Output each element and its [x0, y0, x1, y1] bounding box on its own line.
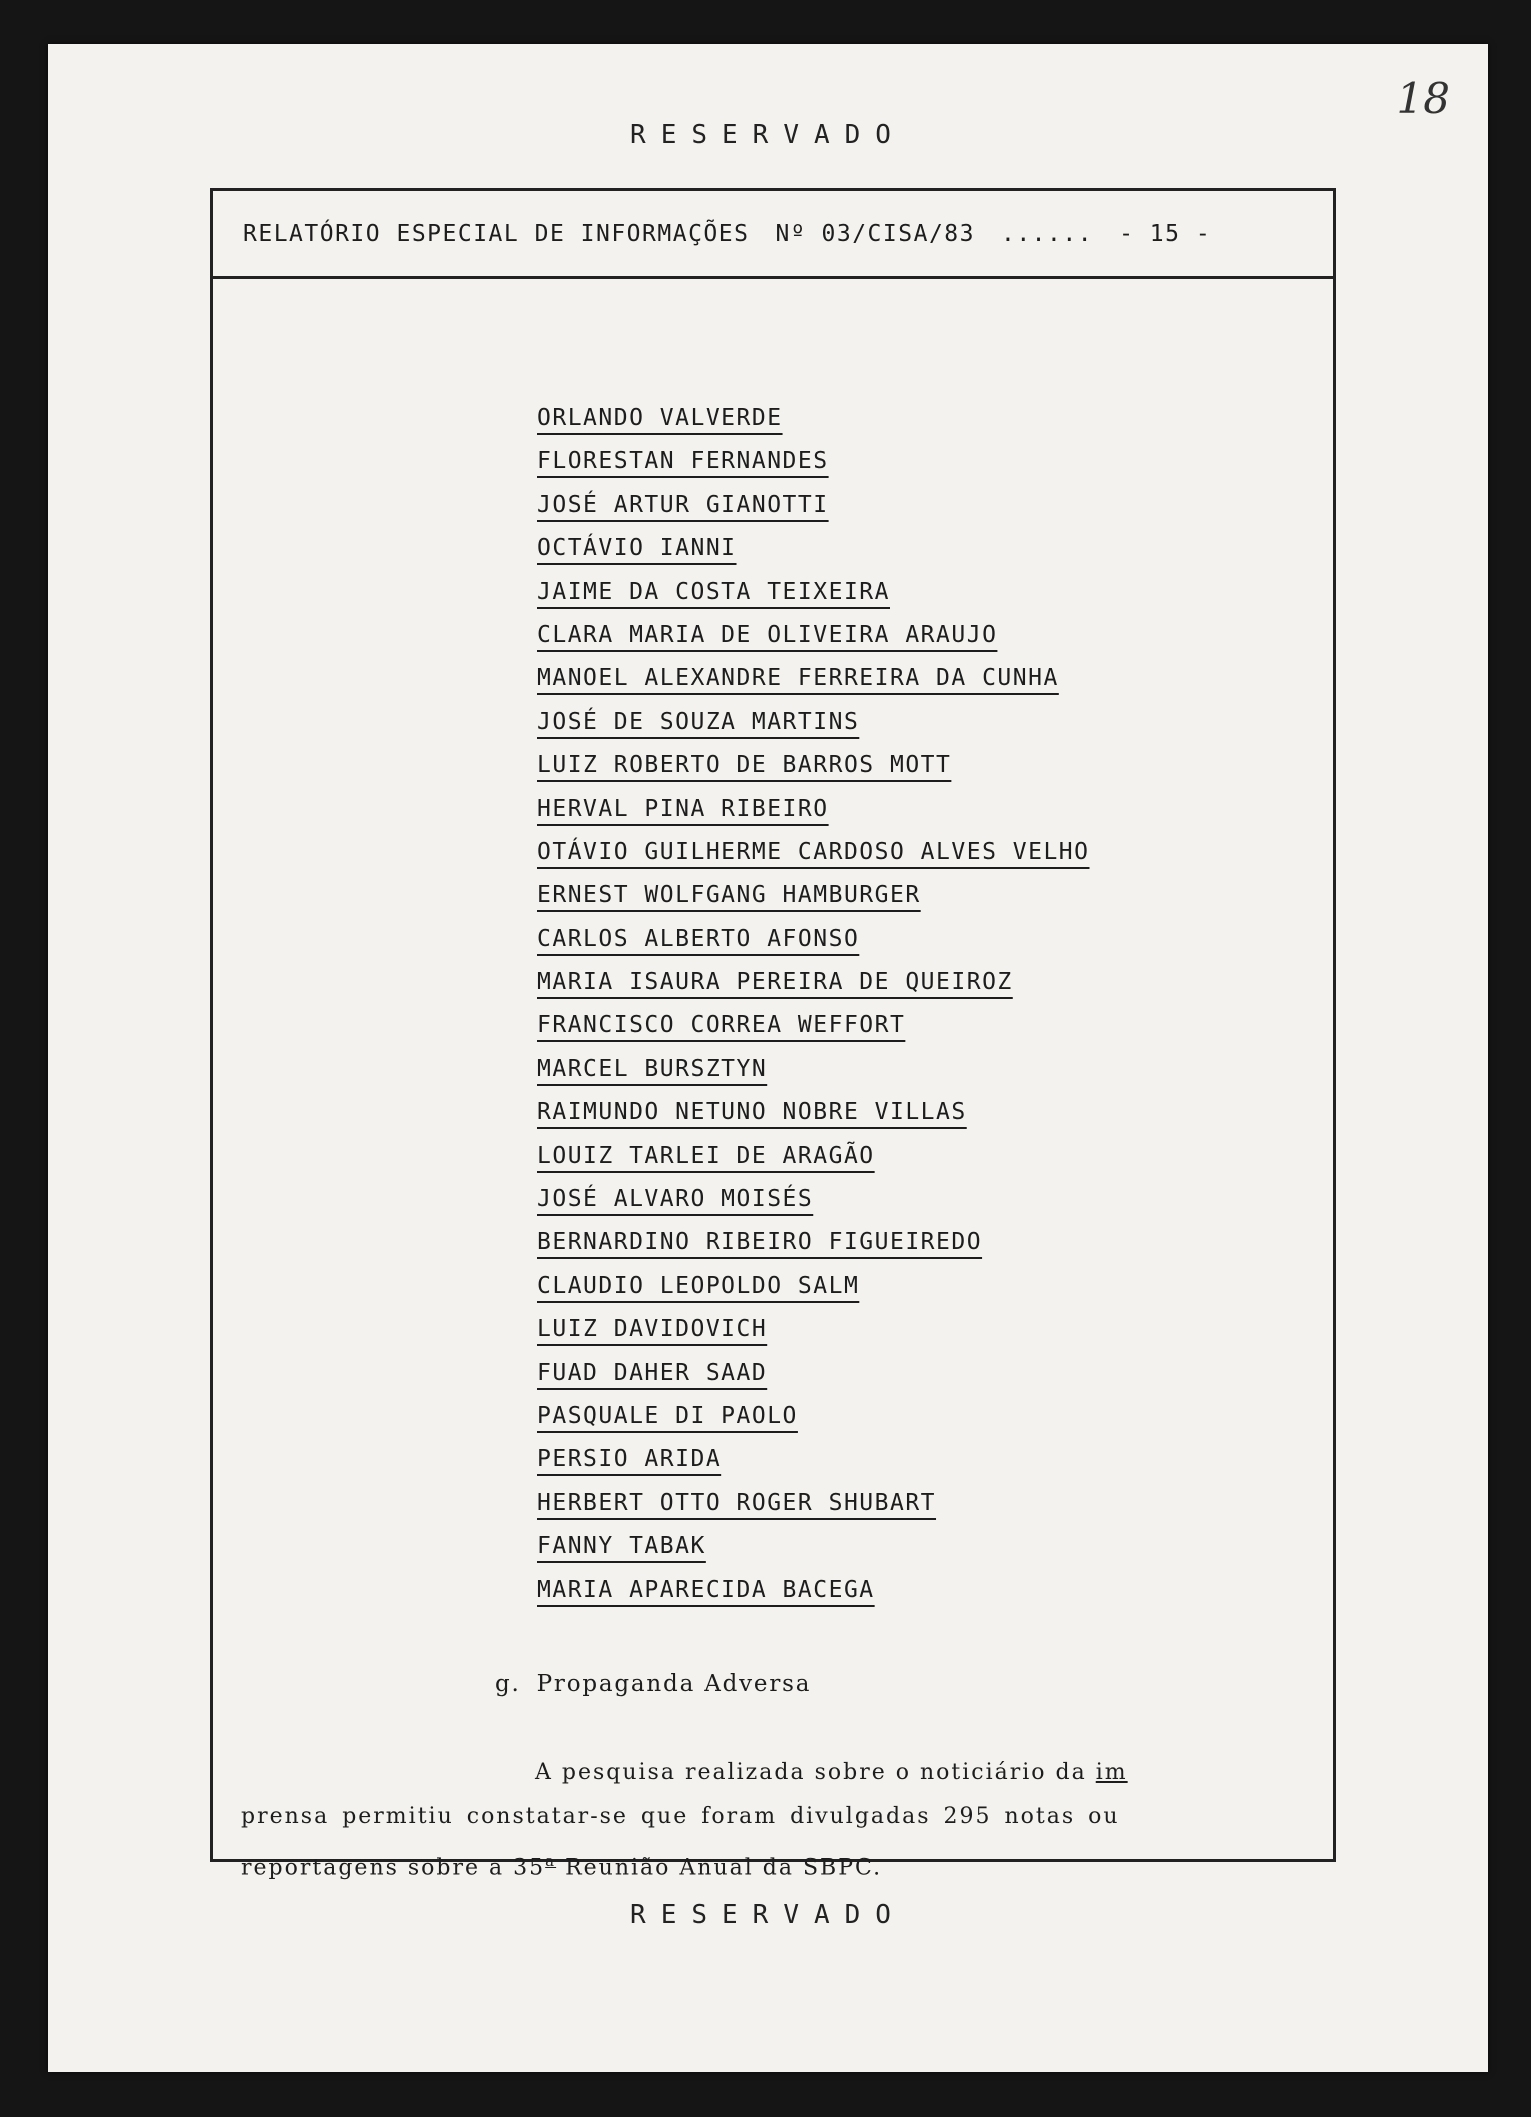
paragraph-line-3: reportagens sobre a 35$^a$ Reunião Anual da SBPC. [241, 1852, 883, 1881]
names-list [537, 397, 1090, 1612]
paragraph-line-2: prensa permitiu constatar-se que foram divulgadas 295 notas ou [241, 1804, 1120, 1829]
name-item: MARIA APARECIDA BACEGA [537, 1576, 875, 1603]
name-item: JOSÉ ALVARO MOISÉS [537, 1186, 814, 1213]
name-item: JOSÉ ARTUR GIANOTTI [537, 491, 829, 518]
name-item: OTÁVIO GUILHERME CARDOSO ALVES VELHO [537, 838, 1090, 865]
section-heading [495, 1671, 811, 1697]
classification-bottom: RESERVADO [630, 1900, 906, 1930]
name-item: HERBERT OTTO ROGER SHUBART [537, 1489, 937, 1516]
report-dots: ...... [1000, 220, 1094, 247]
name-item: MARIA ISAURA PEREIRA DE QUEIROZ [537, 969, 1013, 996]
name-item: ERNEST WOLFGANG HAMBURGER [537, 882, 921, 909]
name-item: FRANCISCO CORREA WEFFORT [537, 1012, 906, 1039]
name-item: LUIZ DAVIDOVICH [537, 1316, 768, 1343]
name-item: RAIMUNDO NETUNO NOBRE VILLAS [537, 1099, 967, 1126]
name-item: JAIME DA COSTA TEIXEIRA [537, 578, 890, 605]
name-item: CARLOS ALBERTO AFONSO [537, 925, 860, 952]
name-item: HERVAL PINA RIBEIRO [537, 795, 829, 822]
handwritten-page-number: 18 [1396, 74, 1450, 123]
name-item: PERSIO ARIDA [537, 1446, 722, 1473]
body-paragraph [241, 1751, 1301, 1890]
hyphen-fragment: im [1095, 1760, 1128, 1785]
name-item: JOSÉ DE SOUZA MARTINS [537, 708, 860, 735]
report-title: RELATÓRIO ESPECIAL DE INFORMAÇÕES [243, 220, 750, 247]
name-item: LUIZ ROBERTO DE BARROS MOTT [537, 752, 952, 779]
name-item: PASQUALE DI PAOLO [537, 1402, 798, 1429]
report-frame [210, 188, 1336, 1881]
paragraph-line-1: A pesquisa realizada sobre o noticiário da im [535, 1760, 1128, 1785]
name-item: MANOEL ALEXANDRE FERREIRA DA CUNHA [537, 665, 1059, 692]
section-letter: g. [495, 1671, 521, 1697]
name-item: BERNARDINO RIBEIRO FIGUEIREDO [537, 1229, 983, 1256]
name-item: LOUIZ TARLEI DE ARAGÃO [537, 1142, 875, 1169]
name-item: ORLANDO VALVERDE [537, 405, 783, 431]
name-item: CLAUDIO LEOPOLDO SALM [537, 1272, 860, 1299]
section-title: Propaganda Adversa [536, 1671, 812, 1697]
report-header [213, 191, 1333, 279]
name-item: OCTÁVIO IANNI [537, 535, 737, 562]
name-item: MARCEL BURSZTYN [537, 1055, 768, 1082]
report-page: - 15 - [1119, 220, 1212, 247]
name-item: CLARA MARIA DE OLIVEIRA ARAUJO [537, 621, 998, 648]
document-page [48, 44, 1488, 2072]
name-item: FUAD DAHER SAAD [537, 1359, 768, 1386]
report-number: Nº 03/CISA/83 [775, 220, 975, 247]
name-item: FANNY TABAK [537, 1533, 706, 1560]
classification-top: RESERVADO [630, 120, 906, 150]
ordinal-superscript: a [545, 1852, 557, 1870]
name-item: FLORESTAN FERNANDES [537, 448, 829, 475]
